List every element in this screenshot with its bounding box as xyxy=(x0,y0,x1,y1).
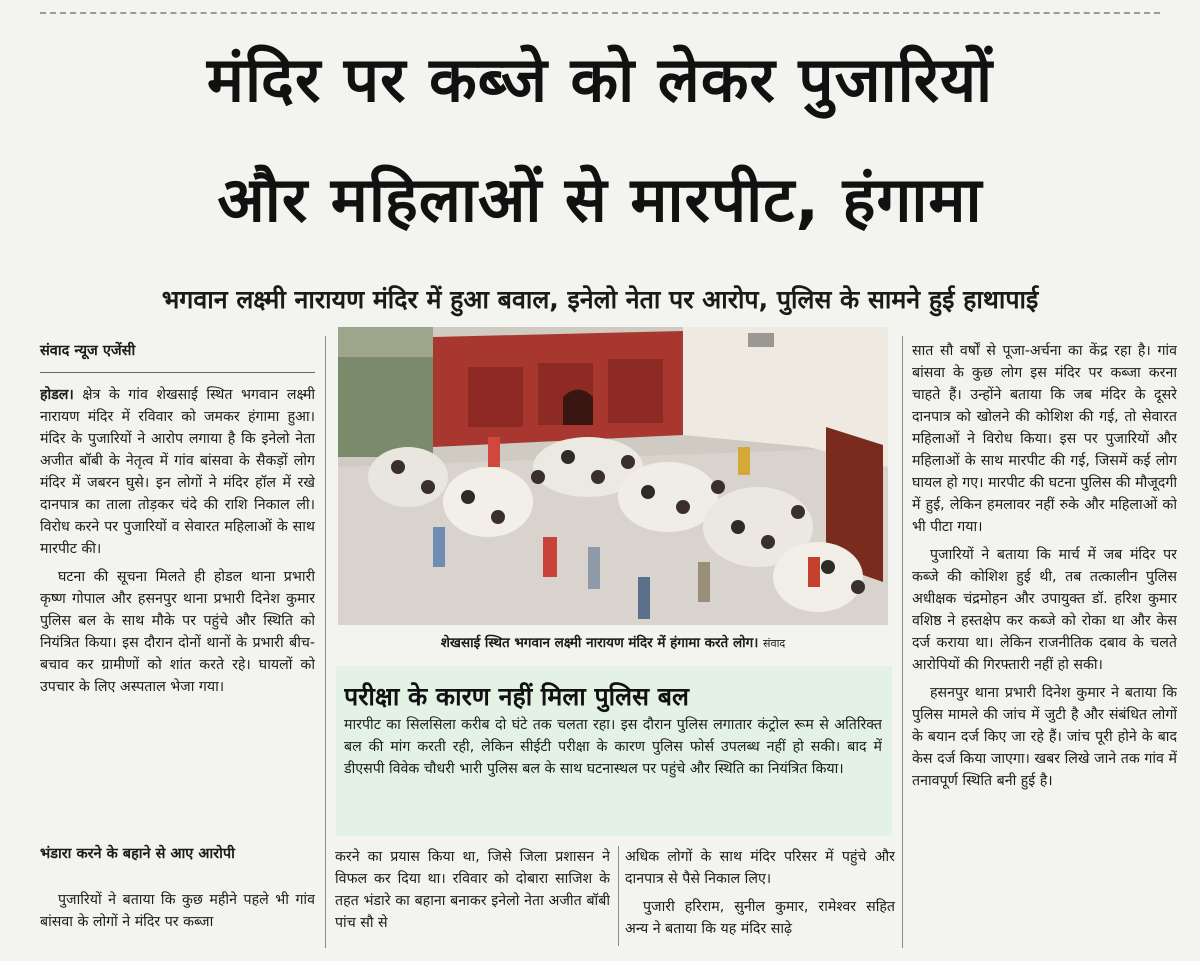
column-2-bottom xyxy=(335,846,610,946)
photo-caption: शेखसाई स्थित भगवान लक्ष्मी नारायण मंदिर में हंगामा करते लोग। संवाद xyxy=(440,635,786,651)
highlight-box xyxy=(336,666,892,836)
column-3-bottom xyxy=(625,846,895,946)
column-1 xyxy=(40,384,315,839)
photo-credit: संवाद xyxy=(763,637,786,650)
column-4-paragraph-2: पुजारियों ने बताया कि मार्च में जब मंदिर पर कब्जे की कोशिश हुई थी, तब तत्कालीन पुलिस अधीक्षक चंद्रमोहन और उपायुक्त डॉ. हरिश कुमार वशिष्ठ ने हस्तक्षेप कर कब्जे को रोका था और केस दर्ज कराया था। लेकिन राजनीतिक दबाव के चलते आरोपियों की गिरफ्तारी नहीं हो सकी। xyxy=(912,547,1177,673)
box-heading: परीक्षा के कारण नहीं मिला पुलिस बल xyxy=(344,682,689,711)
crowd-photo-illustration xyxy=(338,327,888,625)
dateline: होडल। xyxy=(40,387,74,403)
headline-line-2: और महिलाओं से मारपीट, हंगामा xyxy=(217,163,983,236)
headline-line-1: मंदिर पर कब्जे को लेकर पुजारियों xyxy=(206,43,994,116)
column-2-paragraph: करने का प्रयास किया था, जिसे जिला प्रशासन ने विफल कर दिया था। रविवार को दोबारा साजिश के तहत भंडारे का बहाना बनाकर इनेलो नेता अजीत बॉबी पांच सौ से xyxy=(335,849,610,931)
column-1-subheading: भंडारा करने के बहाने से आए आरोपी xyxy=(40,846,235,862)
subheadline: भगवान लक्ष्मी नारायण मंदिर में हुआ बवाल, इनेलो नेता पर आरोप, पुलिस के सामने हुई हाथापाई xyxy=(161,285,1039,314)
column-divider-2 xyxy=(618,846,619,946)
column-4-paragraph-3: हसनपुर थाना प्रभारी दिनेश कुमार ने बताया कि पुलिस मामले की जांच में जुटी है और संबंधित लोगों के बयान दर्ज किए जा रहे हैं। जांच पूरी होने के बाद केस दर्ज किया जाएगा। खबर लिखे जाने तक गांव में तनावपूर्ण स्थिति बनी हुई है। xyxy=(912,685,1177,789)
column-1-continuation xyxy=(40,889,315,949)
byline-rule xyxy=(40,372,315,373)
column-1-paragraph-3: पुजारियों ने बताया कि कुछ महीने पहले भी गांव बांसवा के लोगों ने मंदिर पर कब्जा xyxy=(40,892,315,930)
top-dashed-rule xyxy=(40,12,1160,14)
column-divider-3 xyxy=(902,336,903,948)
column-3-paragraph-1: अधिक लोगों के साथ मंदिर परिसर में पहुंचे और दानपात्र से पैसे निकाल लिए। xyxy=(625,849,895,887)
column-4-paragraph-1: सात सौ वर्षों से पूजा-अर्चना का केंद्र रहा है। गांव बांसवा के कुछ लोग इस मंदिर पर कब्जा करना चाहते हैं। उन्होंने बताया कि जब मंदिर के दूसरे दानपात्र को खोलने की कोशिश की गई, तो सेवारत महिलाओं ने विरोध किया। इस पर पुजारियों और महिलाओं के साथ मारपीट की गई, जिसमें कई लोग घायल हो गए। मारपीट की घटना पुलिस की मौजूदगी में हुई, लेकिन हमलावर नहीं रुके और महिलाओं को भी पीटा गया। xyxy=(912,343,1177,535)
news-photo xyxy=(338,327,888,625)
column-1-paragraph-1: होडल। क्षेत्र के गांव शेखसाई स्थित भगवान लक्ष्मी नारायण मंदिर में रविवार को जमकर हंगामा हुआ। मंदिर के पुजारियों ने आरोप लगाया है कि इनेलो नेता अजीत बॉबी के नेतृत्व में गांव बांसवा के सैकड़ों लोग मंदिर में जबरन घुसे। इन लोगों ने मंदिर हॉल में रखे दानपात्र का ताला तोड़कर चंदे की राशि निकाल ली। विरोध करने पर पुजारियों व सेवारत महिलाओं के साथ मारपीट की। xyxy=(40,387,315,557)
column-4 xyxy=(912,340,1177,950)
byline: संवाद न्यूज एजेंसी xyxy=(40,343,136,359)
column-divider-1 xyxy=(325,336,326,948)
box-text: मारपीट का सिलसिला करीब दो घंटे तक चलता रहा। इस दौरान पुलिस लगातार कंट्रोल रूम से अतिरिक्त बल की मांग करती रही, लेकिन सीईटी परीक्षा के कारण पुलिस फोर्स उपलब्ध नहीं हो सकी। बाद में डीएसपी विवेक चौधरी भारी पुलिस बल के साथ घटनास्थल पर पहुंचे और स्थिति का नियंत्रित किया। xyxy=(344,717,882,777)
column-1-paragraph-2: घटना की सूचना मिलते ही होडल थाना प्रभारी कृष्ण गोपाल और हसनपुर थाना प्रभारी दिनेश कुमार पुलिस बल के साथ मौके पर पहुंचे और स्थिति को नियंत्रित किया। इस दौरान दोनों थानों के प्रभारी बीच-बचाव कर ग्रामीणों को शांत करते रहे। घायलों को उपचार के लिए अस्पताल भेजा गया। xyxy=(40,569,315,695)
column-3-paragraph-2: पुजारी हरिराम, सुनील कुमार, रामेश्वर सहित अन्य ने बताया कि यह मंदिर साढ़े xyxy=(625,899,895,937)
